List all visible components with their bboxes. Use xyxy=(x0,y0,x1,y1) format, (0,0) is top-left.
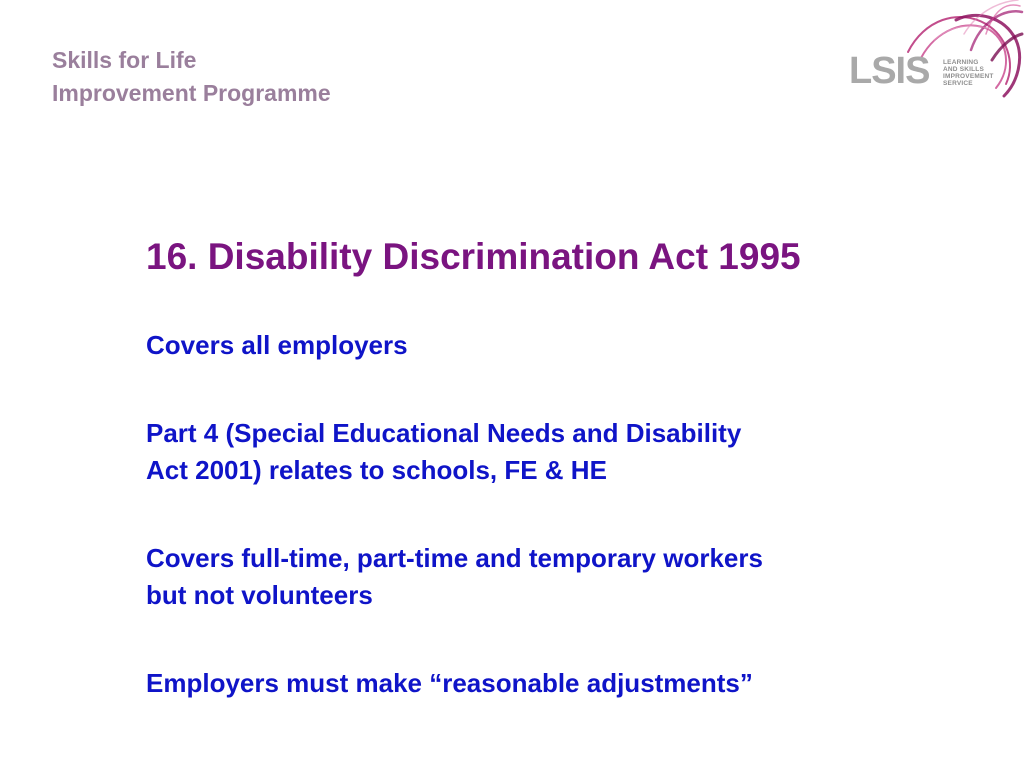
slide-title: 16. Disability Discrimination Act 1995 xyxy=(146,236,801,277)
programme-line-2: Improvement Programme xyxy=(52,80,331,106)
programme-line-1: Skills for Life xyxy=(52,47,197,73)
bullet-list xyxy=(146,327,976,753)
bullet-item: Covers full-time, part-time and temporary workers but not volunteers xyxy=(146,543,763,610)
bullet-item: Covers all employers xyxy=(146,330,408,360)
logo-tagline: LEARNING AND SKILLS IMPROVEMENT SERVICE xyxy=(943,59,994,87)
programme-name xyxy=(52,44,331,110)
logo-wordmark: LSIS xyxy=(849,50,930,92)
bullet-item: Employers must make “reasonable adjustments” xyxy=(146,668,753,698)
lsis-logo xyxy=(846,0,1024,108)
bullet-item: Part 4 (Special Educational Needs and Disability Act 2001) relates to schools, FE & HE xyxy=(146,418,742,485)
